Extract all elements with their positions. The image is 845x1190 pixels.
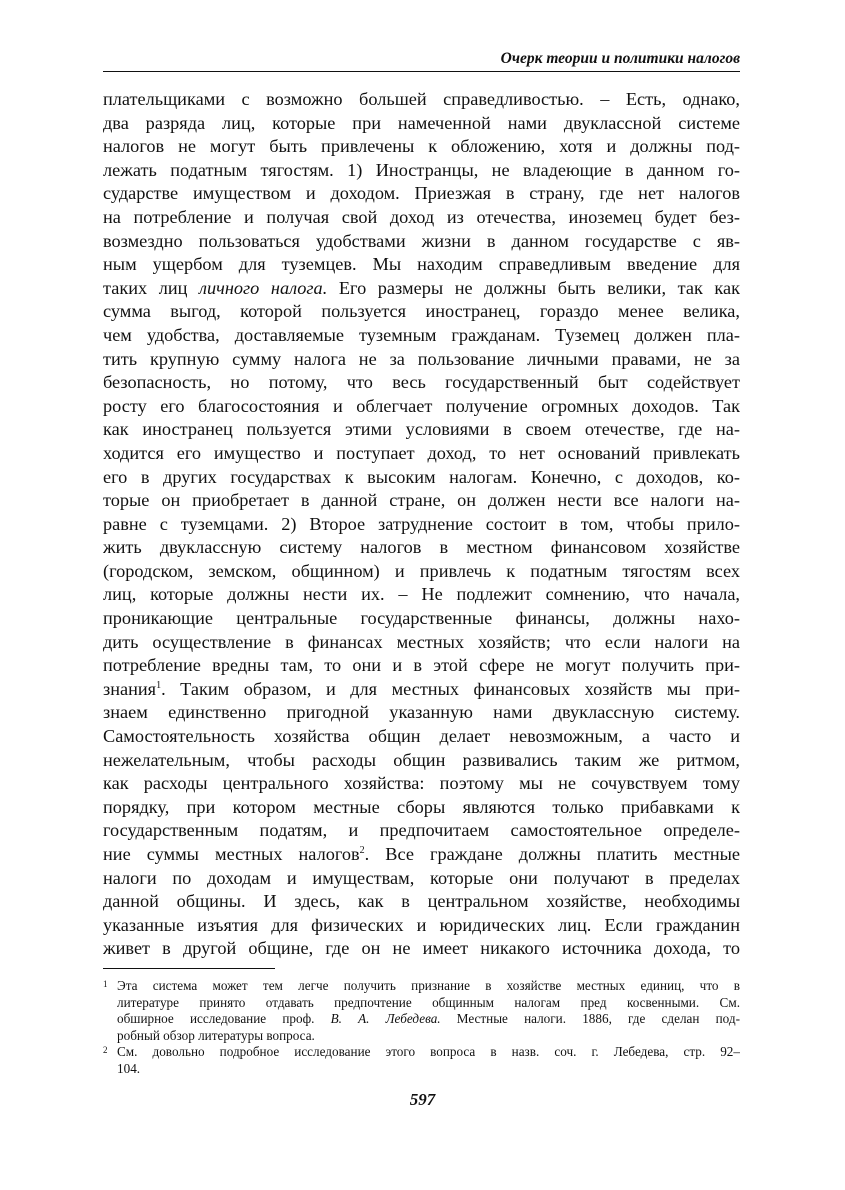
text-line: данной общины. И здесь, как в центральном хозяйстве, необходимы (103, 891, 740, 912)
text-line: дить осуществление в финансах местных хозяйств; что если налоги на (103, 631, 740, 652)
text-line: указанные изъятия для физических и юридических лиц. Если гражданин (103, 914, 740, 935)
text-run: Местные налоги. 1886, где сделан под- (440, 1011, 740, 1027)
text-line: тить крупную сумму налога не за пользование личными правами, не за (103, 348, 740, 369)
text-line: на потребление и получая свой доход из отечества, иноземец будет без- (103, 206, 740, 227)
text-line: налогов не могут быть привлечены к обложению, хотя и должны под- (103, 136, 740, 157)
footnote-mark: 1 (103, 979, 108, 989)
body-text (103, 88, 740, 961)
text-line: (городском, земском, общинном) и привлечь к податным тягостям всех (103, 560, 740, 581)
text-run: знания (103, 678, 157, 699)
text-line: Самостоятельность хозяйства общин делает невозможным, а часто и (103, 726, 740, 747)
text-line: лиц, которые должны нести их. – Не подлежит сомнению, что начала, (103, 584, 740, 605)
running-head: Очерк теории и политики налогов (500, 50, 740, 67)
footnote-reference: 2 (359, 845, 365, 856)
text-line: лежать податным тягостям. 1) Иностранцы, не владеющие в данном го- (103, 159, 740, 180)
footnote-line: 104. (117, 1060, 141, 1076)
text-line (103, 678, 740, 702)
footnote-mark: 2 (103, 1045, 108, 1056)
italic-run: В. А. Лебедева. (330, 1011, 441, 1027)
footnote-rule (103, 968, 275, 969)
text-line: ным ущербом для туземцев. Мы находим справедливым введение для (103, 254, 740, 275)
text-line (103, 277, 740, 301)
text-line: торые он приобретает в данной стране, он должен нести все налоги на- (103, 490, 740, 511)
italic-run: личного налога. (198, 277, 328, 298)
text-line: государственным податям, и предпочитаем самостоятельное определе- (103, 820, 740, 841)
text-line: сударстве имуществом и доходом. Приезжая в страну, где нет налогов (103, 183, 740, 204)
text-line: его в других государствах к высоким налогам. Конечно, с доходов, ко- (103, 466, 740, 487)
text-line: проникающие центральные государственные финансы, должны нахо- (103, 608, 740, 629)
text-line: возмездно пользоваться удобствами жизни в данном государстве с яв- (103, 230, 740, 251)
text-run: Его размеры не должны быть велики, так как (327, 277, 740, 298)
text-line: знаем единственно пригодной указанную нами двуклассную систему. (103, 702, 740, 723)
footnote (103, 1044, 740, 1077)
text-line: потребление вредны там, то они и в этой сфере не могут получить при- (103, 655, 740, 676)
footnotes (103, 978, 740, 1078)
text-line: росту его благосостояния и облегчает получение огромных доходов. Так (103, 395, 740, 416)
text-line: как расходы центрального хозяйства: поэтому мы не сочувствуем тому (103, 773, 740, 794)
text-run: ние суммы местных налогов (103, 844, 360, 864)
text-run: таких лиц (103, 277, 199, 298)
text-run: обширное исследование проф. (117, 1011, 331, 1027)
text-line: нежелательным, чтобы расходы общин развивались таким же ритмом, (103, 749, 740, 770)
footnote (103, 978, 740, 1044)
text-run: . Все граждане должны платить местные (364, 844, 740, 864)
text-line: плательщиками с возможно большей справедливостью. – Есть, однако, (103, 89, 740, 109)
footnote-line: литературе принято отдавать предпочтение общинным налогам пред косвенными. См. (117, 994, 740, 1010)
text-line: как иностранец пользуется этими условиями в своем отечестве, где на- (103, 419, 740, 440)
text-line: чем удобства, доставляемые туземным гражданам. Туземец должен пла- (103, 324, 740, 345)
text-line (103, 843, 740, 867)
text-line: живет в другой общине, где он не имеет никакого источника дохода, то (103, 938, 740, 959)
text-line: жить двуклассную систему налогов в местном финансовом хозяйстве (103, 537, 740, 558)
text-line: равне с туземцами. 2) Второе затруднение состоит в том, чтобы прило- (103, 513, 740, 534)
header-rule (103, 71, 740, 72)
text-line: порядку, при котором местные сборы являются только прибавками к (103, 796, 740, 817)
footnote-line: См. довольно подробное исследование этого вопроса в назв. соч. г. Лебедева, стр. 92– (117, 1044, 740, 1060)
footnote-line: робный обзор литературы вопроса. (117, 1027, 315, 1043)
text-line: налоги по доходам и имуществам, которые они получают в пределах (103, 867, 740, 888)
text-line: безопасность, но потому, что весь государственный быт содействует (103, 372, 740, 393)
footnote-reference: 1 (156, 679, 162, 691)
text-line: сумма выгод, которой пользуется иностранец, гораздо менее велика, (103, 301, 740, 322)
footnote-line (117, 1011, 740, 1028)
text-line: ходится его имущество и поступает доход, то нет оснований привлекать (103, 442, 740, 463)
footnote-line: Эта система может тем легче получить признание в хозяйстве местных единиц, что в (117, 978, 740, 993)
page-number: 597 (409, 1090, 436, 1109)
text-line: два разряда лиц, которые при намеченной нами двуклассной системе (103, 112, 740, 133)
text-run: . Таким образом, и для местных финансовых хозяйств мы при- (161, 678, 740, 699)
